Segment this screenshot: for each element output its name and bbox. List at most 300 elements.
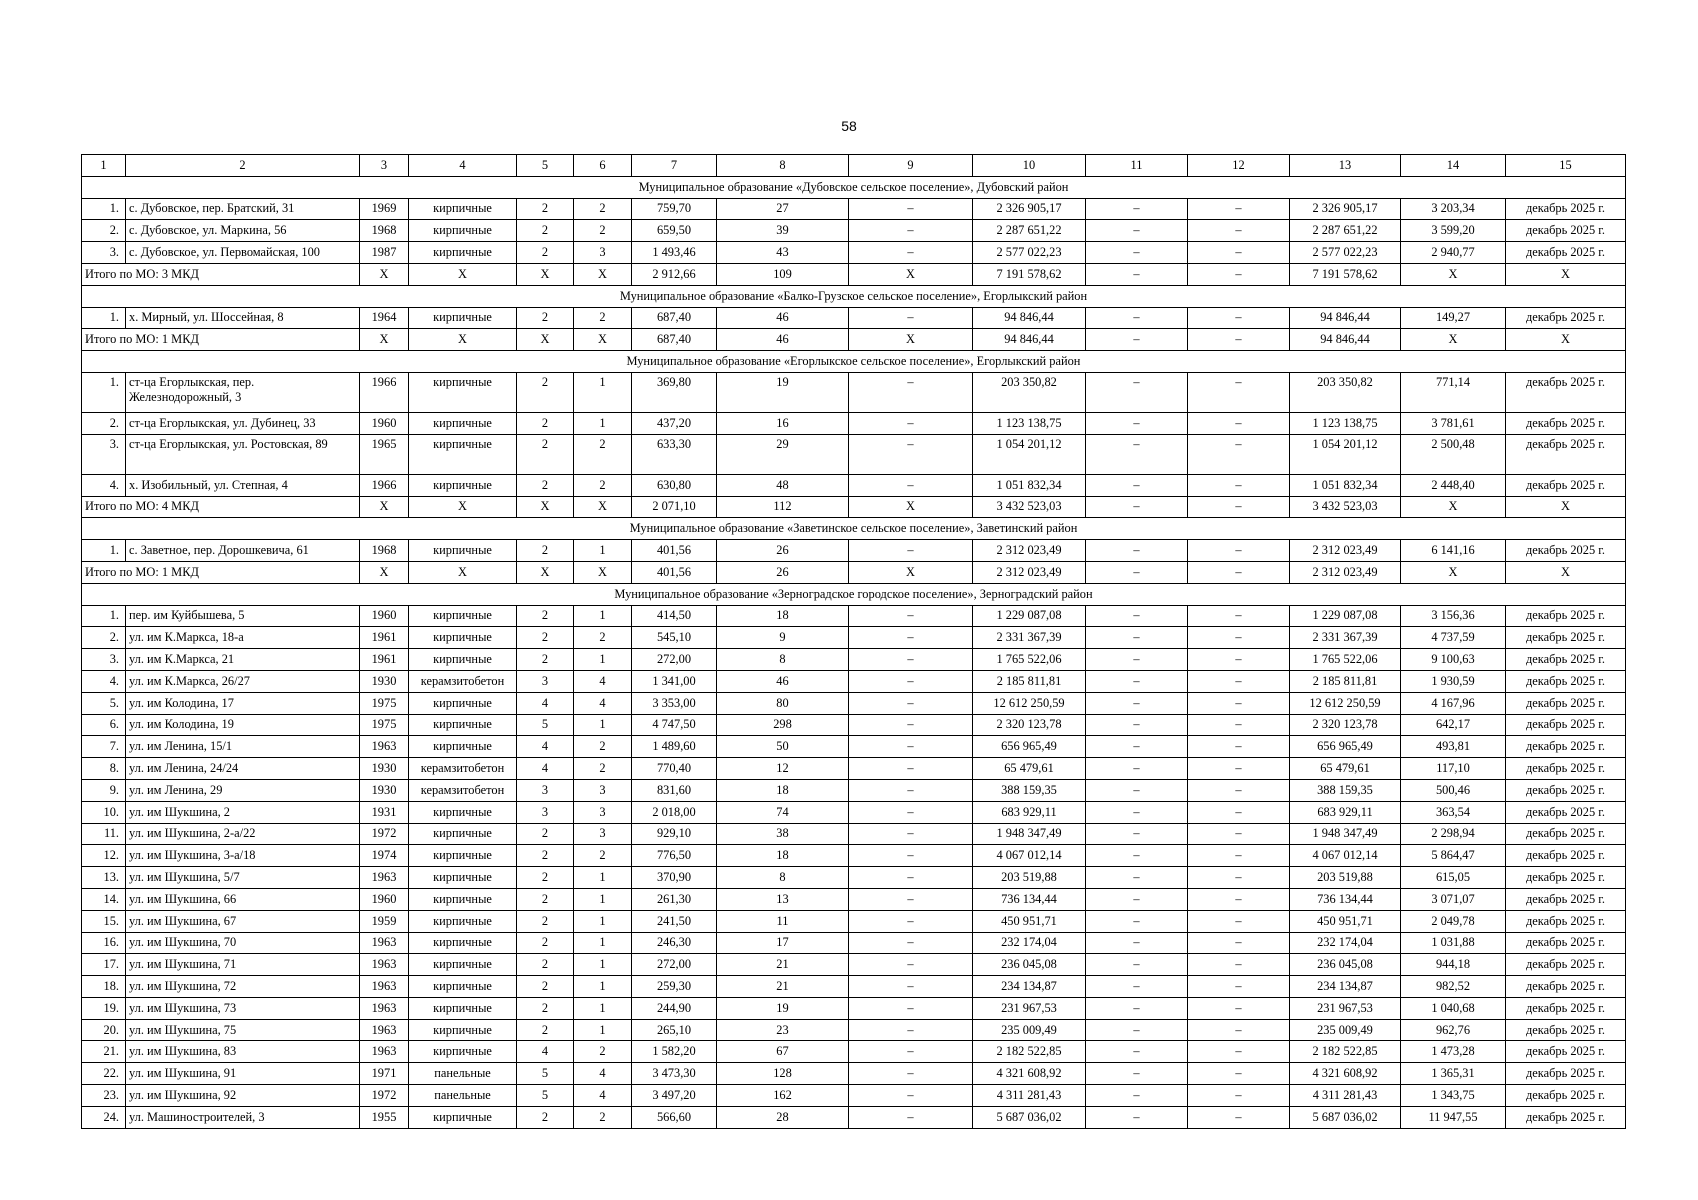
cell-col-9: – bbox=[849, 372, 973, 412]
cell-col-11: – bbox=[1086, 779, 1188, 801]
cell-col-3: 1955 bbox=[360, 1106, 409, 1128]
cell-col-1: 21. bbox=[82, 1041, 126, 1063]
cell-col-8: 16 bbox=[717, 412, 849, 434]
total-cell-col-10: 94 846,44 bbox=[973, 329, 1086, 351]
total-cell-col-7: 2 912,66 bbox=[632, 263, 717, 285]
cell-col-9: – bbox=[849, 605, 973, 627]
total-cell-col-6: X bbox=[574, 561, 632, 583]
cell-col-11: – bbox=[1086, 997, 1188, 1019]
cell-col-7: 369,80 bbox=[632, 372, 717, 412]
total-cell-col-10: 7 191 578,62 bbox=[973, 263, 1086, 285]
cell-col-12: – bbox=[1188, 976, 1290, 998]
cell-col-8: 18 bbox=[717, 779, 849, 801]
cell-col-1: 11. bbox=[82, 823, 126, 845]
total-cell-col-15: X bbox=[1506, 263, 1626, 285]
cell-col-5: 2 bbox=[517, 1019, 574, 1041]
cell-col-1: 7. bbox=[82, 736, 126, 758]
cell-col-14: 3 781,61 bbox=[1401, 412, 1506, 434]
cell-col-10: 1 948 347,49 bbox=[973, 823, 1086, 845]
cell-col-14: 944,18 bbox=[1401, 954, 1506, 976]
cell-col-1: 2. bbox=[82, 627, 126, 649]
cell-col-12: – bbox=[1188, 372, 1290, 412]
total-cell-col-11: – bbox=[1086, 329, 1188, 351]
cell-col-9: – bbox=[849, 1085, 973, 1107]
cell-col-11: – bbox=[1086, 540, 1188, 562]
cell-col-11: – bbox=[1086, 242, 1188, 264]
cell-col-6: 2 bbox=[574, 627, 632, 649]
cell-col-12: – bbox=[1188, 823, 1290, 845]
cell-col-14: 149,27 bbox=[1401, 307, 1506, 329]
cell-col-5: 2 bbox=[517, 888, 574, 910]
cell-col-3: 1959 bbox=[360, 910, 409, 932]
table-row bbox=[82, 714, 1626, 736]
cell-col-2: ул. им Шукшина, 71 bbox=[126, 954, 360, 976]
cell-col-12: – bbox=[1188, 198, 1290, 220]
cell-col-15: декабрь 2025 г. bbox=[1506, 867, 1626, 889]
table-row bbox=[82, 976, 1626, 998]
cell-col-6: 1 bbox=[574, 1019, 632, 1041]
cell-col-15: декабрь 2025 г. bbox=[1506, 823, 1626, 845]
cell-col-5: 2 bbox=[517, 242, 574, 264]
cell-col-6: 4 bbox=[574, 1085, 632, 1107]
cell-col-15: декабрь 2025 г. bbox=[1506, 801, 1626, 823]
total-cell-col-6: X bbox=[574, 263, 632, 285]
housing-table bbox=[81, 154, 1626, 1129]
cell-col-4: кирпичные bbox=[409, 605, 517, 627]
cell-col-9: – bbox=[849, 801, 973, 823]
cell-col-1: 5. bbox=[82, 692, 126, 714]
cell-col-7: 265,10 bbox=[632, 1019, 717, 1041]
header-cell-14: 14 bbox=[1401, 155, 1506, 177]
cell-col-10: 234 134,87 bbox=[973, 976, 1086, 998]
cell-col-11: – bbox=[1086, 220, 1188, 242]
cell-col-9: – bbox=[849, 976, 973, 998]
cell-col-10: 4 067 012,14 bbox=[973, 845, 1086, 867]
cell-col-4: панельные bbox=[409, 1085, 517, 1107]
cell-col-3: 1931 bbox=[360, 801, 409, 823]
total-cell-col-15: X bbox=[1506, 496, 1626, 518]
cell-col-7: 1 341,00 bbox=[632, 670, 717, 692]
cell-col-1: 23. bbox=[82, 1085, 126, 1107]
total-row bbox=[82, 561, 1626, 583]
cell-col-11: – bbox=[1086, 801, 1188, 823]
cell-col-11: – bbox=[1086, 1041, 1188, 1063]
cell-col-11: – bbox=[1086, 932, 1188, 954]
cell-col-9: – bbox=[849, 1019, 973, 1041]
cell-col-4: кирпичные bbox=[409, 692, 517, 714]
cell-col-1: 6. bbox=[82, 714, 126, 736]
cell-col-12: – bbox=[1188, 758, 1290, 780]
cell-col-9: – bbox=[849, 540, 973, 562]
cell-col-14: 2 298,94 bbox=[1401, 823, 1506, 845]
cell-col-5: 2 bbox=[517, 932, 574, 954]
header-cell-15: 15 bbox=[1506, 155, 1626, 177]
cell-col-6: 1 bbox=[574, 954, 632, 976]
total-row bbox=[82, 263, 1626, 285]
total-cell-col-13: 2 312 023,49 bbox=[1290, 561, 1401, 583]
cell-col-14: 493,81 bbox=[1401, 736, 1506, 758]
total-cell-col-12: – bbox=[1188, 561, 1290, 583]
cell-col-7: 3 353,00 bbox=[632, 692, 717, 714]
total-cell-col-12: – bbox=[1188, 496, 1290, 518]
cell-col-12: – bbox=[1188, 714, 1290, 736]
cell-col-1: 19. bbox=[82, 997, 126, 1019]
cell-col-5: 2 bbox=[517, 867, 574, 889]
cell-col-1: 2. bbox=[82, 412, 126, 434]
cell-col-11: – bbox=[1086, 845, 1188, 867]
cell-col-2: с. Заветное, пер. Дорошкевича, 61 bbox=[126, 540, 360, 562]
cell-col-5: 2 bbox=[517, 823, 574, 845]
cell-col-12: – bbox=[1188, 845, 1290, 867]
cell-col-13: 1 054 201,12 bbox=[1290, 434, 1401, 474]
cell-col-8: 43 bbox=[717, 242, 849, 264]
cell-col-8: 19 bbox=[717, 372, 849, 412]
cell-col-4: керамзитобетон bbox=[409, 758, 517, 780]
table-row bbox=[82, 692, 1626, 714]
cell-col-7: 1 489,60 bbox=[632, 736, 717, 758]
cell-col-10: 736 134,44 bbox=[973, 888, 1086, 910]
cell-col-1: 17. bbox=[82, 954, 126, 976]
cell-col-6: 4 bbox=[574, 670, 632, 692]
cell-col-8: 67 bbox=[717, 1041, 849, 1063]
cell-col-1: 14. bbox=[82, 888, 126, 910]
cell-col-4: кирпичные bbox=[409, 736, 517, 758]
table-row bbox=[82, 1019, 1626, 1041]
cell-col-3: 1963 bbox=[360, 1019, 409, 1041]
cell-col-10: 1 051 832,34 bbox=[973, 474, 1086, 496]
cell-col-3: 1963 bbox=[360, 976, 409, 998]
cell-col-13: 4 067 012,14 bbox=[1290, 845, 1401, 867]
cell-col-7: 1 582,20 bbox=[632, 1041, 717, 1063]
cell-col-3: 1963 bbox=[360, 954, 409, 976]
cell-col-12: – bbox=[1188, 220, 1290, 242]
header-cell-8: 8 bbox=[717, 155, 849, 177]
cell-col-10: 94 846,44 bbox=[973, 307, 1086, 329]
cell-col-5: 2 bbox=[517, 412, 574, 434]
total-cell-col-8: 46 bbox=[717, 329, 849, 351]
cell-col-15: декабрь 2025 г. bbox=[1506, 932, 1626, 954]
cell-col-12: – bbox=[1188, 307, 1290, 329]
cell-col-9: – bbox=[849, 198, 973, 220]
cell-col-10: 2 577 022,23 bbox=[973, 242, 1086, 264]
cell-col-4: кирпичные bbox=[409, 372, 517, 412]
cell-col-3: 1966 bbox=[360, 372, 409, 412]
cell-col-13: 2 331 367,39 bbox=[1290, 627, 1401, 649]
total-cell-col-5: X bbox=[517, 263, 574, 285]
cell-col-12: – bbox=[1188, 954, 1290, 976]
cell-col-10: 4 311 281,43 bbox=[973, 1085, 1086, 1107]
cell-col-4: кирпичные bbox=[409, 845, 517, 867]
cell-col-7: 566,60 bbox=[632, 1106, 717, 1128]
total-cell-col-3: X bbox=[360, 329, 409, 351]
cell-col-13: 203 519,88 bbox=[1290, 867, 1401, 889]
cell-col-15: декабрь 2025 г. bbox=[1506, 307, 1626, 329]
cell-col-8: 162 bbox=[717, 1085, 849, 1107]
total-cell-col-3: X bbox=[360, 561, 409, 583]
cell-col-8: 50 bbox=[717, 736, 849, 758]
cell-col-15: декабрь 2025 г. bbox=[1506, 242, 1626, 264]
cell-col-12: – bbox=[1188, 1041, 1290, 1063]
cell-col-10: 2 331 367,39 bbox=[973, 627, 1086, 649]
cell-col-10: 1 229 087,08 bbox=[973, 605, 1086, 627]
section-title: Муниципальное образование «Зерноградское городское поселение», Зерноградский район bbox=[82, 583, 1626, 605]
total-cell-col-15: X bbox=[1506, 561, 1626, 583]
cell-col-4: кирпичные bbox=[409, 888, 517, 910]
cell-col-13: 4 321 608,92 bbox=[1290, 1063, 1401, 1085]
cell-col-2: с. Дубовское, пер. Братский, 31 bbox=[126, 198, 360, 220]
cell-col-5: 2 bbox=[517, 540, 574, 562]
cell-col-14: 6 141,16 bbox=[1401, 540, 1506, 562]
cell-col-12: – bbox=[1188, 801, 1290, 823]
cell-col-6: 1 bbox=[574, 867, 632, 889]
cell-col-8: 11 bbox=[717, 910, 849, 932]
cell-col-13: 1 123 138,75 bbox=[1290, 412, 1401, 434]
cell-col-5: 2 bbox=[517, 605, 574, 627]
cell-col-5: 2 bbox=[517, 627, 574, 649]
total-cell-col-9: X bbox=[849, 329, 973, 351]
cell-col-9: – bbox=[849, 1106, 973, 1128]
cell-col-12: – bbox=[1188, 649, 1290, 671]
total-cell-col-8: 26 bbox=[717, 561, 849, 583]
cell-col-10: 65 479,61 bbox=[973, 758, 1086, 780]
cell-col-13: 2 182 522,85 bbox=[1290, 1041, 1401, 1063]
cell-col-14: 3 156,36 bbox=[1401, 605, 1506, 627]
cell-col-8: 48 bbox=[717, 474, 849, 496]
cell-col-9: – bbox=[849, 932, 973, 954]
cell-col-12: – bbox=[1188, 605, 1290, 627]
cell-col-15: декабрь 2025 г. bbox=[1506, 220, 1626, 242]
cell-col-15: декабрь 2025 г. bbox=[1506, 627, 1626, 649]
cell-col-5: 2 bbox=[517, 910, 574, 932]
cell-col-5: 2 bbox=[517, 307, 574, 329]
cell-col-5: 5 bbox=[517, 1063, 574, 1085]
cell-col-4: кирпичные bbox=[409, 714, 517, 736]
cell-col-12: – bbox=[1188, 627, 1290, 649]
cell-col-14: 615,05 bbox=[1401, 867, 1506, 889]
cell-col-10: 1 765 522,06 bbox=[973, 649, 1086, 671]
cell-col-6: 3 bbox=[574, 242, 632, 264]
cell-col-5: 3 bbox=[517, 670, 574, 692]
cell-col-15: декабрь 2025 г. bbox=[1506, 540, 1626, 562]
section-title-row bbox=[82, 583, 1626, 605]
cell-col-11: – bbox=[1086, 1019, 1188, 1041]
cell-col-8: 46 bbox=[717, 670, 849, 692]
cell-col-8: 46 bbox=[717, 307, 849, 329]
cell-col-9: – bbox=[849, 910, 973, 932]
cell-col-13: 388 159,35 bbox=[1290, 779, 1401, 801]
table-row bbox=[82, 198, 1626, 220]
table-row bbox=[82, 1041, 1626, 1063]
table-row bbox=[82, 307, 1626, 329]
cell-col-15: декабрь 2025 г. bbox=[1506, 692, 1626, 714]
cell-col-9: – bbox=[849, 714, 973, 736]
cell-col-1: 15. bbox=[82, 910, 126, 932]
cell-col-4: кирпичные bbox=[409, 932, 517, 954]
cell-col-1: 8. bbox=[82, 758, 126, 780]
cell-col-14: 1 365,31 bbox=[1401, 1063, 1506, 1085]
cell-col-8: 21 bbox=[717, 976, 849, 998]
cell-col-5: 2 bbox=[517, 434, 574, 474]
cell-col-3: 1987 bbox=[360, 242, 409, 264]
cell-col-15: декабрь 2025 г. bbox=[1506, 736, 1626, 758]
cell-col-11: – bbox=[1086, 434, 1188, 474]
cell-col-14: 962,76 bbox=[1401, 1019, 1506, 1041]
cell-col-14: 1 031,88 bbox=[1401, 932, 1506, 954]
cell-col-8: 8 bbox=[717, 867, 849, 889]
cell-col-15: декабрь 2025 г. bbox=[1506, 888, 1626, 910]
cell-col-2: х. Мирный, ул. Шоссейная, 8 bbox=[126, 307, 360, 329]
cell-col-12: – bbox=[1188, 779, 1290, 801]
cell-col-12: – bbox=[1188, 888, 1290, 910]
header-cell-11: 11 bbox=[1086, 155, 1188, 177]
cell-col-12: – bbox=[1188, 474, 1290, 496]
cell-col-5: 2 bbox=[517, 372, 574, 412]
cell-col-11: – bbox=[1086, 867, 1188, 889]
cell-col-2: ул. им Шукшина, 72 bbox=[126, 976, 360, 998]
cell-col-10: 388 159,35 bbox=[973, 779, 1086, 801]
cell-col-10: 2 312 023,49 bbox=[973, 540, 1086, 562]
table-row bbox=[82, 649, 1626, 671]
cell-col-11: – bbox=[1086, 736, 1188, 758]
header-cell-12: 12 bbox=[1188, 155, 1290, 177]
header-row bbox=[82, 155, 1626, 177]
cell-col-6: 4 bbox=[574, 692, 632, 714]
cell-col-9: – bbox=[849, 1041, 973, 1063]
cell-col-7: 3 497,20 bbox=[632, 1085, 717, 1107]
cell-col-5: 5 bbox=[517, 1085, 574, 1107]
cell-col-11: – bbox=[1086, 976, 1188, 998]
cell-col-4: кирпичные bbox=[409, 242, 517, 264]
cell-col-4: кирпичные bbox=[409, 540, 517, 562]
cell-col-15: декабрь 2025 г. bbox=[1506, 1063, 1626, 1085]
cell-col-11: – bbox=[1086, 888, 1188, 910]
total-cell-col-10: 2 312 023,49 bbox=[973, 561, 1086, 583]
cell-col-12: – bbox=[1188, 670, 1290, 692]
total-cell-col-14: X bbox=[1401, 496, 1506, 518]
cell-col-2: ул. им Шукшина, 67 bbox=[126, 910, 360, 932]
cell-col-7: 244,90 bbox=[632, 997, 717, 1019]
cell-col-7: 241,50 bbox=[632, 910, 717, 932]
cell-col-1: 18. bbox=[82, 976, 126, 998]
total-cell-col-9: X bbox=[849, 496, 973, 518]
cell-col-14: 771,14 bbox=[1401, 372, 1506, 412]
cell-col-4: кирпичные bbox=[409, 307, 517, 329]
cell-col-10: 203 350,82 bbox=[973, 372, 1086, 412]
header-cell-4: 4 bbox=[409, 155, 517, 177]
cell-col-4: кирпичные bbox=[409, 867, 517, 889]
cell-col-8: 9 bbox=[717, 627, 849, 649]
cell-col-13: 1 765 522,06 bbox=[1290, 649, 1401, 671]
cell-col-14: 1 343,75 bbox=[1401, 1085, 1506, 1107]
cell-col-6: 1 bbox=[574, 976, 632, 998]
cell-col-2: х. Изобильный, ул. Степная, 4 bbox=[126, 474, 360, 496]
cell-col-10: 2 320 123,78 bbox=[973, 714, 1086, 736]
cell-col-3: 1968 bbox=[360, 220, 409, 242]
cell-col-11: – bbox=[1086, 1063, 1188, 1085]
cell-col-10: 231 967,53 bbox=[973, 997, 1086, 1019]
cell-col-13: 2 577 022,23 bbox=[1290, 242, 1401, 264]
cell-col-3: 1960 bbox=[360, 412, 409, 434]
cell-col-7: 437,20 bbox=[632, 412, 717, 434]
section-title: Муниципальное образование «Балко-Грузское сельское поселение», Егорлыкский район bbox=[82, 285, 1626, 307]
cell-col-1: 22. bbox=[82, 1063, 126, 1085]
cell-col-15: декабрь 2025 г. bbox=[1506, 1019, 1626, 1041]
cell-col-14: 4 737,59 bbox=[1401, 627, 1506, 649]
cell-col-11: – bbox=[1086, 198, 1188, 220]
cell-col-6: 2 bbox=[574, 845, 632, 867]
cell-col-8: 18 bbox=[717, 605, 849, 627]
cell-col-4: керамзитобетон bbox=[409, 670, 517, 692]
cell-col-11: – bbox=[1086, 1106, 1188, 1128]
cell-col-12: – bbox=[1188, 736, 1290, 758]
table-row bbox=[82, 867, 1626, 889]
cell-col-2: ул. им Шукшина, 83 bbox=[126, 1041, 360, 1063]
total-cell-col-15: X bbox=[1506, 329, 1626, 351]
total-cell-col-14: X bbox=[1401, 263, 1506, 285]
cell-col-5: 5 bbox=[517, 714, 574, 736]
total-cell-col-11: – bbox=[1086, 561, 1188, 583]
cell-col-13: 2 320 123,78 bbox=[1290, 714, 1401, 736]
cell-col-6: 1 bbox=[574, 714, 632, 736]
cell-col-14: 500,46 bbox=[1401, 779, 1506, 801]
cell-col-2: ул. им Ленина, 24/24 bbox=[126, 758, 360, 780]
cell-col-8: 26 bbox=[717, 540, 849, 562]
cell-col-11: – bbox=[1086, 627, 1188, 649]
total-cell-col-12: – bbox=[1188, 263, 1290, 285]
cell-col-3: 1972 bbox=[360, 823, 409, 845]
cell-col-4: кирпичные bbox=[409, 434, 517, 474]
cell-col-10: 203 519,88 bbox=[973, 867, 1086, 889]
cell-col-15: декабрь 2025 г. bbox=[1506, 412, 1626, 434]
cell-col-14: 3 599,20 bbox=[1401, 220, 1506, 242]
cell-col-2: пер. им Куйбышева, 5 bbox=[126, 605, 360, 627]
cell-col-14: 1 473,28 bbox=[1401, 1041, 1506, 1063]
cell-col-2: ул. им Шукшина, 91 bbox=[126, 1063, 360, 1085]
cell-col-5: 2 bbox=[517, 954, 574, 976]
cell-col-6: 1 bbox=[574, 649, 632, 671]
cell-col-13: 2 326 905,17 bbox=[1290, 198, 1401, 220]
cell-col-12: – bbox=[1188, 412, 1290, 434]
cell-col-15: декабрь 2025 г. bbox=[1506, 1085, 1626, 1107]
cell-col-12: – bbox=[1188, 867, 1290, 889]
cell-col-11: – bbox=[1086, 758, 1188, 780]
cell-col-7: 1 493,46 bbox=[632, 242, 717, 264]
total-cell-col-6: X bbox=[574, 496, 632, 518]
cell-col-2: ст-ца Егорлыкская, ул. Дубинец, 33 bbox=[126, 412, 360, 434]
cell-col-9: – bbox=[849, 997, 973, 1019]
cell-col-14: 982,52 bbox=[1401, 976, 1506, 998]
total-cell-col-5: X bbox=[517, 496, 574, 518]
cell-col-4: кирпичные bbox=[409, 412, 517, 434]
cell-col-14: 2 500,48 bbox=[1401, 434, 1506, 474]
cell-col-15: декабрь 2025 г. bbox=[1506, 198, 1626, 220]
total-cell-col-13: 94 846,44 bbox=[1290, 329, 1401, 351]
cell-col-4: кирпичные bbox=[409, 649, 517, 671]
cell-col-7: 414,50 bbox=[632, 605, 717, 627]
cell-col-3: 1975 bbox=[360, 714, 409, 736]
table-row bbox=[82, 932, 1626, 954]
cell-col-3: 1974 bbox=[360, 845, 409, 867]
table-row bbox=[82, 627, 1626, 649]
cell-col-9: – bbox=[849, 412, 973, 434]
cell-col-9: – bbox=[849, 823, 973, 845]
cell-col-1: 1. bbox=[82, 605, 126, 627]
cell-col-14: 3 203,34 bbox=[1401, 198, 1506, 220]
cell-col-10: 683 929,11 bbox=[973, 801, 1086, 823]
cell-col-7: 633,30 bbox=[632, 434, 717, 474]
cell-col-13: 12 612 250,59 bbox=[1290, 692, 1401, 714]
cell-col-3: 1930 bbox=[360, 670, 409, 692]
